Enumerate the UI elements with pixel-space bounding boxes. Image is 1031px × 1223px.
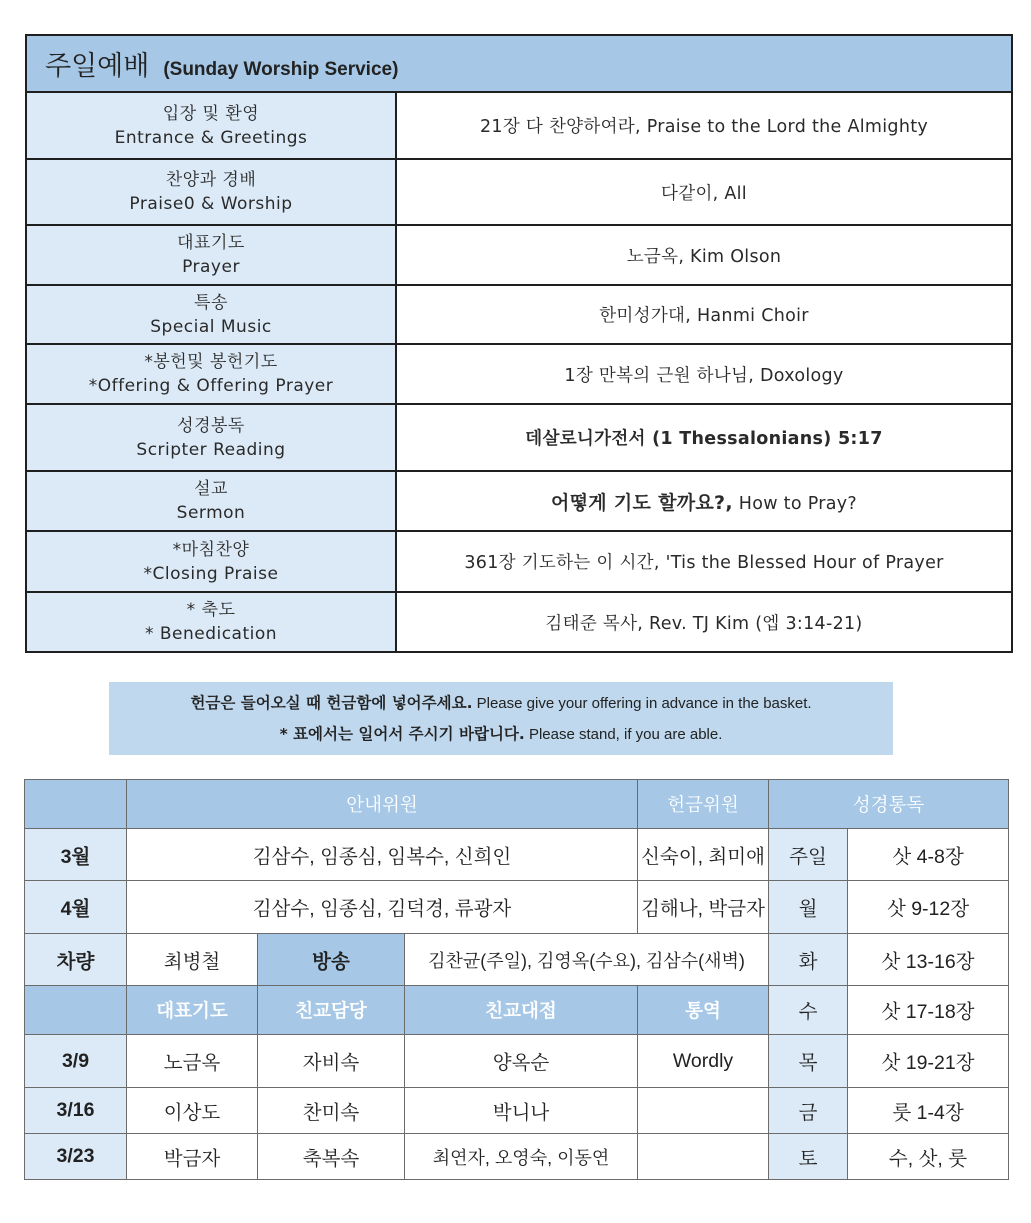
order-value: 21장 다 찬양하여라, Praise to the Lord the Almighty: [396, 92, 1012, 159]
ushers-cell: 김삼수, 임종심, 임복수, 신희인: [127, 829, 638, 881]
ushers-cell: 김삼수, 임종심, 김덕경, 류광자: [127, 881, 638, 934]
worship-row: [26, 225, 1012, 285]
reading-cell: 룻 1-4장: [848, 1088, 1009, 1134]
worship-row: [26, 92, 1012, 159]
order-label-en: Sermon: [176, 503, 246, 523]
order-label: [26, 285, 396, 344]
volunteer-schedule-table: [24, 779, 1009, 1180]
table-row: [25, 829, 1009, 881]
prayer-header: 대표기도: [127, 986, 258, 1035]
day-cell: 화: [769, 934, 848, 986]
order-value: [396, 471, 1012, 531]
order-label-ko: 성경봉독: [177, 415, 245, 436]
fellowship-cell: 찬미속: [258, 1088, 405, 1134]
offering-header: 헌금위원: [638, 780, 769, 829]
order-value: 데살로니가전서 (1 Thessalonians) 5:17: [396, 404, 1012, 471]
order-value: 다같이, All: [396, 159, 1012, 225]
order-label-en: Scripter Reading: [136, 439, 286, 460]
fellowship-header: 친교담당: [258, 986, 405, 1035]
ushers-header: 안내위원: [127, 780, 638, 829]
worship-row: [26, 592, 1012, 652]
order-label-ko: *마침찬양: [172, 539, 250, 560]
day-cell: 금: [769, 1088, 848, 1134]
order-label: [26, 159, 396, 225]
reading-cell: 삿 4-8장: [848, 829, 1009, 881]
month-label: 4월: [25, 881, 127, 934]
table-row: [25, 1088, 1009, 1134]
order-label: [26, 225, 396, 285]
order-value: 1장 만복의 근원 하나님, Doxology: [396, 344, 1012, 404]
date-label: 3/23: [25, 1134, 127, 1180]
order-label-en: * Benedication: [144, 624, 278, 644]
day-cell: 목: [769, 1035, 848, 1088]
interpret-cell: Wordly: [638, 1035, 769, 1088]
order-label: [26, 92, 396, 159]
day-cell: 월: [769, 881, 848, 934]
hosting-cell: 양옥순: [405, 1035, 638, 1088]
vehicle-label: 차량: [25, 934, 127, 986]
order-label-ko: 찬양과 경배: [165, 170, 257, 190]
interpret-cell: [638, 1134, 769, 1180]
notice-line-1-en: Please give your offering in advance in the basket.: [472, 695, 812, 712]
interpret-cell: [638, 1088, 769, 1134]
worship-title-en: (Sunday Worship Service): [163, 59, 399, 80]
order-label: [26, 471, 396, 531]
table-row: [25, 1134, 1009, 1180]
order-label-ko: 입장 및 환영: [162, 103, 260, 124]
order-value: 361장 기도하는 이 시간, 'Tis the Blessed Hour of Prayer: [396, 531, 1012, 592]
order-label-en: Special Music: [150, 316, 272, 337]
fellowship-cell: 축복속: [258, 1134, 405, 1180]
offering-cell: 신숙이, 최미애: [638, 829, 769, 881]
notice-line-2-ko: * 표에서는 일어서 주시기 바랍니다.: [279, 725, 525, 743]
order-value: 한미성가대, Hanmi Choir: [396, 285, 1012, 344]
table-row: [25, 881, 1009, 934]
month-label: 3월: [25, 829, 127, 881]
prayer-cell: 노금옥: [127, 1035, 258, 1088]
worship-row: [26, 471, 1012, 531]
order-label-en: *Offering & Offering Prayer: [88, 376, 334, 396]
order-label-ko: 설교: [194, 479, 228, 499]
date-label: 3/16: [25, 1088, 127, 1134]
order-value: 김태준 목사, Rev. TJ Kim (엡 3:14-21): [396, 592, 1012, 652]
worship-row: [26, 159, 1012, 225]
worship-title-ko: 주일예배: [45, 51, 150, 82]
day-cell: 주일: [769, 829, 848, 881]
reading-cell: 삿 19-21장: [848, 1035, 1009, 1088]
day-cell: 수: [769, 986, 848, 1035]
notice-line-1-ko: 헌금은 들어오실 때 헌금함에 넣어주세요.: [190, 694, 473, 712]
hosting-cell: 박니나: [405, 1088, 638, 1134]
worship-row: [26, 344, 1012, 404]
schedule-subheader-row: [25, 986, 1009, 1035]
bible-reading-header: 성경통독: [769, 780, 1009, 829]
sermon-title-en: How to Pray?: [732, 493, 858, 514]
date-label: 3/9: [25, 1035, 127, 1088]
order-label-ko: *봉헌및 봉헌기도: [144, 352, 278, 372]
table-row: [25, 1035, 1009, 1088]
worship-row: [26, 404, 1012, 471]
order-label-en: Prayer: [182, 257, 240, 277]
vehicle-cell: 최병철: [127, 934, 258, 986]
table-row: [25, 934, 1009, 986]
order-label-en: Entrance & Greetings: [114, 127, 308, 148]
order-label: [26, 592, 396, 652]
order-label: [26, 404, 396, 471]
offering-cell: 김해나, 박금자: [638, 881, 769, 934]
day-cell: 토: [769, 1134, 848, 1180]
fellowship-cell: 자비속: [258, 1035, 405, 1088]
worship-row: [26, 531, 1012, 592]
worship-title: [26, 35, 1012, 92]
reading-cell: 삿 13-16장: [848, 934, 1009, 986]
hosting-cell: 최연자, 오영숙, 이동연: [405, 1134, 638, 1180]
prayer-cell: 이상도: [127, 1088, 258, 1134]
order-label: [26, 344, 396, 404]
order-label-ko: * 축도: [186, 600, 236, 620]
broadcast-cell: 김찬균(주일), 김영옥(수요), 김삼수(새벽): [405, 934, 769, 986]
order-label: [26, 531, 396, 592]
reading-cell: 삿 17-18장: [848, 986, 1009, 1035]
offering-notice: [109, 682, 893, 755]
prayer-cell: 박금자: [127, 1134, 258, 1180]
order-value: 노금옥, Kim Olson: [396, 225, 1012, 285]
order-label-ko: 특송: [194, 292, 228, 313]
reading-cell: 삿 9-12장: [848, 881, 1009, 934]
interpret-header: 통역: [638, 986, 769, 1035]
order-label-en: *Closing Praise: [143, 563, 279, 584]
notice-line-2: [109, 719, 893, 750]
order-label-ko: 대표기도: [177, 233, 245, 253]
order-label-en: Praise0 & Worship: [129, 194, 293, 214]
empty-corner-cell: [25, 780, 127, 829]
schedule-header-row: [25, 780, 1009, 829]
notice-line-2-en: Please stand, if you are able.: [524, 726, 723, 743]
empty-subheader-cell: [25, 986, 127, 1035]
hosting-header: 친교대접: [405, 986, 638, 1035]
worship-order-table: [25, 34, 1013, 653]
sermon-title-ko: 어떻게 기도 할까요?,: [550, 491, 733, 514]
worship-row: [26, 285, 1012, 344]
notice-line-1: [109, 688, 893, 719]
broadcast-label: 방송: [258, 934, 405, 986]
reading-cell: 수, 삿, 룻: [848, 1134, 1009, 1180]
